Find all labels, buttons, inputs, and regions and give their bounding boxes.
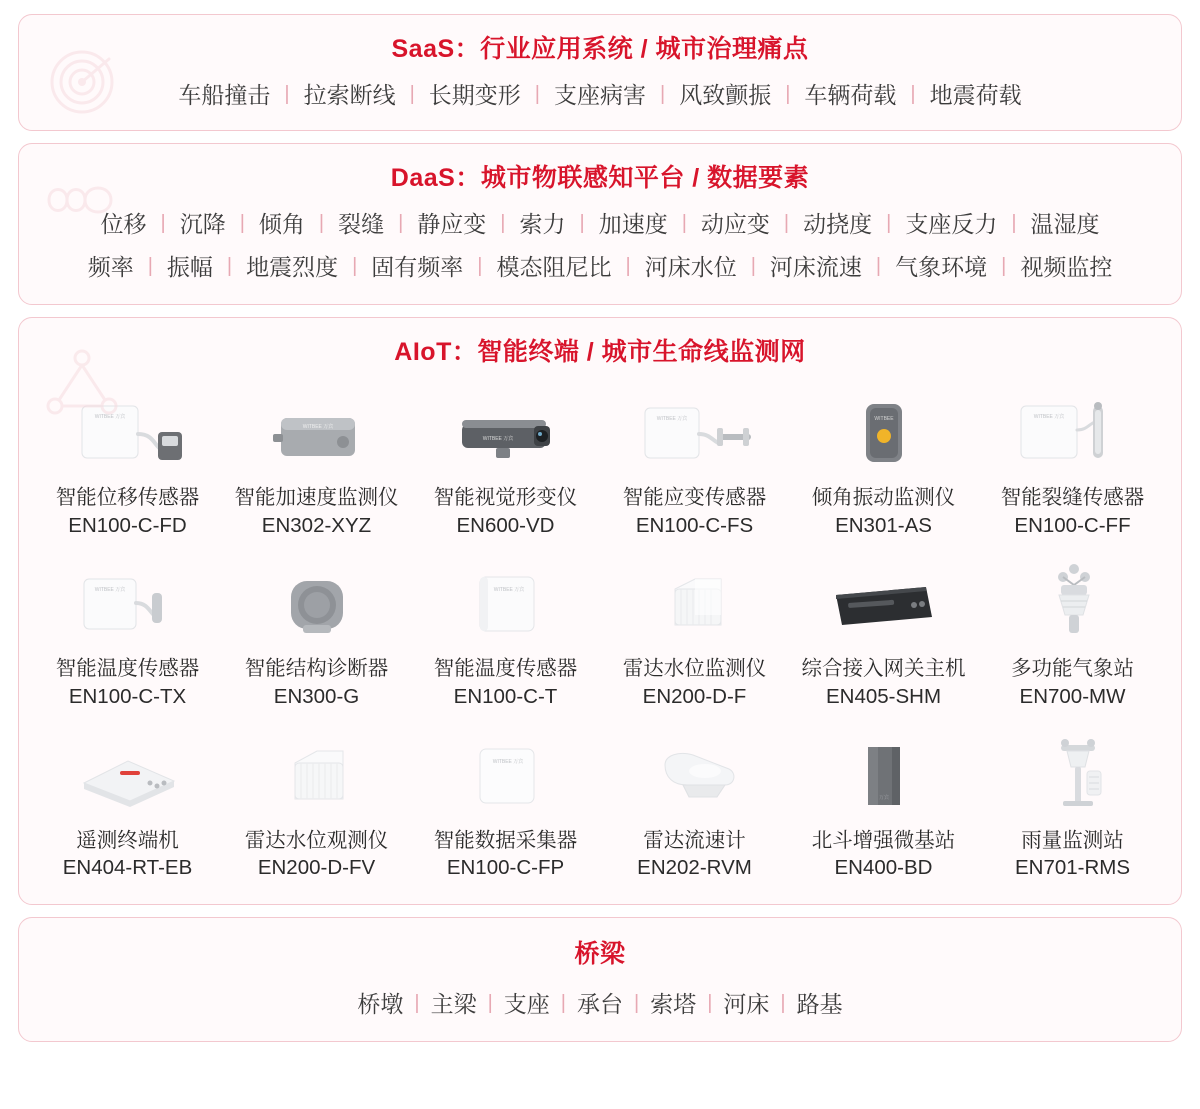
device-name: 智能温度传感器 xyxy=(55,657,200,681)
saas-title xyxy=(19,15,1181,71)
beidou-micro-station-icon xyxy=(809,727,959,823)
daas-tag: 加速度 xyxy=(598,211,668,237)
tag-divider: | xyxy=(318,211,325,234)
gateway-host-icon xyxy=(809,555,959,651)
radar-water-level-monitor-icon xyxy=(620,555,770,651)
device-card[interactable] xyxy=(789,721,978,886)
bridge-title: 桥梁 xyxy=(574,940,626,969)
daas-tag: 索力 xyxy=(519,211,566,237)
tag-divider: | xyxy=(886,211,892,234)
daas-tag: 动应变 xyxy=(700,211,770,237)
device-model: EN400-BD xyxy=(834,856,933,880)
bridge-tag-row xyxy=(19,976,1181,1041)
bridge-tag: 桥墩 xyxy=(357,991,404,1018)
tag-divider: | xyxy=(398,211,404,234)
device-card[interactable] xyxy=(411,721,600,886)
device-model: EN600-VD xyxy=(456,513,555,537)
svg-text:WITBEE 万宾: WITBEE 万宾 xyxy=(493,587,524,594)
daas-tag: 频率 xyxy=(87,254,134,280)
acceleration-monitor-icon xyxy=(242,384,392,480)
saas-tag: 风致颤振 xyxy=(679,82,772,108)
tag-divider: | xyxy=(634,991,640,1014)
telemetry-terminal-icon xyxy=(53,727,203,823)
device-card[interactable] xyxy=(789,378,978,543)
daas-tag: 倾角 xyxy=(258,211,305,237)
svg-text:WITBEE 万宾: WITBEE 万宾 xyxy=(492,758,523,765)
tag-divider: | xyxy=(780,991,786,1014)
device-model: EN100-C-FD xyxy=(68,513,187,537)
bridge-tag: 河床 xyxy=(723,991,770,1018)
strain-sensor-icon xyxy=(620,384,770,480)
daas-tag: 支座反力 xyxy=(905,211,998,237)
bridge-tag: 承台 xyxy=(577,991,623,1018)
daas-tag-container xyxy=(19,200,1181,304)
device-model: EN405-SHM xyxy=(825,685,942,709)
daas-tag-row-2 xyxy=(19,243,1181,286)
device-name: 北斗增强微基站 xyxy=(811,828,956,852)
daas-title xyxy=(19,144,1181,200)
daas-tag: 沉降 xyxy=(179,211,226,237)
tag-divider: | xyxy=(352,254,358,277)
saas-tag: 长期变形 xyxy=(428,82,521,108)
device-grid xyxy=(19,374,1181,904)
tag-divider: | xyxy=(239,211,245,234)
device-name: 遥测终端机 xyxy=(76,828,179,852)
device-card[interactable] xyxy=(33,549,222,714)
tag-divider: | xyxy=(750,254,756,277)
saas-tag: 拉索断线 xyxy=(303,82,396,108)
daas-tag-row-1 xyxy=(19,200,1181,243)
device-model: EN100-C-FP xyxy=(446,856,565,880)
device-card[interactable] xyxy=(222,549,411,714)
tilt-vibration-monitor-icon xyxy=(809,384,959,480)
aiot-title-cn: 智能终端 / 城市生命线监测网 xyxy=(477,338,806,366)
device-model: EN300-G xyxy=(273,685,360,709)
svg-text:WITBEE 万宾: WITBEE 万宾 xyxy=(302,424,333,430)
device-model: EN700-MW xyxy=(1019,685,1126,709)
saas-panel xyxy=(18,14,1182,131)
tag-divider: | xyxy=(487,991,493,1014)
saas-tag-row xyxy=(19,71,1181,114)
device-card[interactable] xyxy=(600,721,789,886)
device-card[interactable] xyxy=(33,721,222,886)
weather-station-icon xyxy=(998,555,1148,651)
svg-text:WITBEE 万宾: WITBEE 万宾 xyxy=(94,587,125,594)
device-card[interactable] xyxy=(978,549,1167,714)
svg-text:WITBEE 万宾: WITBEE 万宾 xyxy=(1033,414,1064,420)
device-card[interactable] xyxy=(600,549,789,714)
device-model: EN200-D-FV xyxy=(257,856,376,880)
daas-tag: 视频监控 xyxy=(1020,254,1113,280)
device-card[interactable] xyxy=(222,378,411,543)
device-model: EN404-RT-EB xyxy=(62,856,193,880)
device-model: EN302-XYZ xyxy=(261,513,372,537)
device-model: EN202-RVM xyxy=(637,856,752,880)
aiot-panel xyxy=(18,317,1182,905)
device-name: 倾角振动监测仪 xyxy=(811,486,956,509)
tag-divider: | xyxy=(409,82,415,105)
daas-title-en: DaaS： xyxy=(390,164,481,192)
device-name: 多功能气象站 xyxy=(1011,657,1134,681)
saas-tag: 地震荷载 xyxy=(929,82,1022,108)
daas-panel xyxy=(18,143,1182,305)
saas-title-cn: 行业应用系统 / 城市治理痛点 xyxy=(480,35,809,63)
device-name: 智能数据采集器 xyxy=(433,828,578,852)
svg-text:WITBEE 万宾: WITBEE 万宾 xyxy=(656,416,687,422)
device-name: 雷达水位观测仪 xyxy=(244,828,389,852)
daas-tag: 河床流速 xyxy=(769,254,862,280)
saas-tag: 车辆荷载 xyxy=(804,82,897,108)
displacement-sensor-icon xyxy=(53,384,203,480)
device-name: 雷达水位监测仪 xyxy=(622,657,767,681)
device-name: 智能结构诊断器 xyxy=(244,657,389,681)
device-name: 智能应变传感器 xyxy=(622,486,767,509)
tag-divider: | xyxy=(534,82,540,105)
device-model: EN100-C-FF xyxy=(1014,513,1131,537)
temperature-sensor-panel-icon xyxy=(431,555,581,651)
tag-divider: | xyxy=(625,254,631,277)
svg-text:WITBEE 万宾: WITBEE 万宾 xyxy=(482,436,513,442)
device-name: 综合接入网关主机 xyxy=(801,657,966,681)
device-name: 雨量监测站 xyxy=(1021,828,1124,852)
device-card[interactable] xyxy=(411,549,600,714)
saas-tag-container xyxy=(19,71,1181,130)
tag-divider: | xyxy=(500,211,506,234)
saas-tag: 支座病害 xyxy=(554,82,646,108)
bridge-tag: 支座 xyxy=(503,991,550,1018)
device-model: EN301-AS xyxy=(835,513,932,537)
tag-divider: | xyxy=(560,991,566,1014)
tag-divider: | xyxy=(160,211,166,234)
device-name: 智能温度传感器 xyxy=(433,657,578,681)
device-card[interactable] xyxy=(978,721,1167,886)
bridge-panel xyxy=(18,917,1182,1042)
device-name: 智能加速度监测仪 xyxy=(234,486,399,509)
device-card[interactable] xyxy=(33,378,222,543)
device-model: EN200-D-F xyxy=(642,685,747,709)
device-model: EN701-RMS xyxy=(1014,856,1131,880)
tag-divider: | xyxy=(1001,254,1007,277)
radar-flow-meter-icon xyxy=(620,727,770,823)
bridge-tag: 主梁 xyxy=(430,991,477,1018)
device-name: 雷达流速计 xyxy=(643,828,746,852)
device-card[interactable] xyxy=(789,549,978,714)
device-name: 智能位移传感器 xyxy=(55,486,200,509)
tag-divider: | xyxy=(284,82,290,105)
daas-tag: 模态阻尼比 xyxy=(496,254,612,280)
tag-divider: | xyxy=(477,254,483,277)
saas-tag: 车船撞击 xyxy=(178,82,271,108)
tag-divider: | xyxy=(707,991,713,1014)
crack-sensor-icon xyxy=(998,384,1148,480)
daas-tag: 动挠度 xyxy=(803,211,873,237)
tag-divider: | xyxy=(147,254,153,277)
device-model: EN100-C-T xyxy=(453,685,558,709)
daas-title-cn: 城市物联感知平台 / 数据要素 xyxy=(480,164,810,192)
device-model: EN100-C-FS xyxy=(635,513,754,537)
temperature-sensor-probe-icon xyxy=(53,555,203,651)
tag-divider: | xyxy=(414,991,420,1014)
daas-tag: 静应变 xyxy=(417,211,487,237)
device-card[interactable] xyxy=(411,378,600,543)
bridge-tag: 索塔 xyxy=(650,991,697,1018)
svg-text:WITBEE: WITBEE xyxy=(873,416,894,422)
svg-text:万宾: 万宾 xyxy=(878,794,889,801)
device-card[interactable] xyxy=(978,378,1167,543)
daas-tag: 河床水位 xyxy=(644,254,737,280)
tag-divider: | xyxy=(1011,211,1017,234)
tag-divider: | xyxy=(783,211,790,234)
radar-water-observer-icon xyxy=(242,727,392,823)
structure-diagnoser-icon xyxy=(242,555,392,651)
tag-divider: | xyxy=(579,211,585,234)
vision-deformation-camera-icon xyxy=(431,384,581,480)
daas-tag: 固有频率 xyxy=(371,254,464,280)
daas-tag: 温湿度 xyxy=(1030,211,1100,237)
aiot-title xyxy=(19,318,1181,374)
tag-divider: | xyxy=(875,254,882,277)
tag-divider: | xyxy=(226,254,233,277)
tag-divider: | xyxy=(681,211,687,234)
tag-divider: | xyxy=(660,82,666,105)
device-model: EN100-C-TX xyxy=(68,685,187,709)
data-collector-icon xyxy=(431,727,581,823)
tag-divider: | xyxy=(785,82,791,105)
daas-tag: 地震烈度 xyxy=(246,254,339,280)
daas-tag: 裂缝 xyxy=(338,211,385,237)
daas-tag: 振幅 xyxy=(166,254,213,280)
daas-tag: 位移 xyxy=(100,211,147,237)
tag-divider: | xyxy=(910,82,916,105)
svg-text:WITBEE 万宾: WITBEE 万宾 xyxy=(94,414,125,420)
rain-gauge-station-icon xyxy=(998,727,1148,823)
bridge-tag: 路基 xyxy=(796,991,843,1018)
saas-title-en: SaaS： xyxy=(391,35,481,63)
device-name: 智能视觉形变仪 xyxy=(433,486,578,509)
device-card[interactable] xyxy=(222,721,411,886)
daas-tag: 气象环境 xyxy=(895,254,988,280)
aiot-title-en: AIoT： xyxy=(394,338,478,366)
device-name: 智能裂缝传感器 xyxy=(1000,486,1145,509)
device-card[interactable] xyxy=(600,378,789,543)
